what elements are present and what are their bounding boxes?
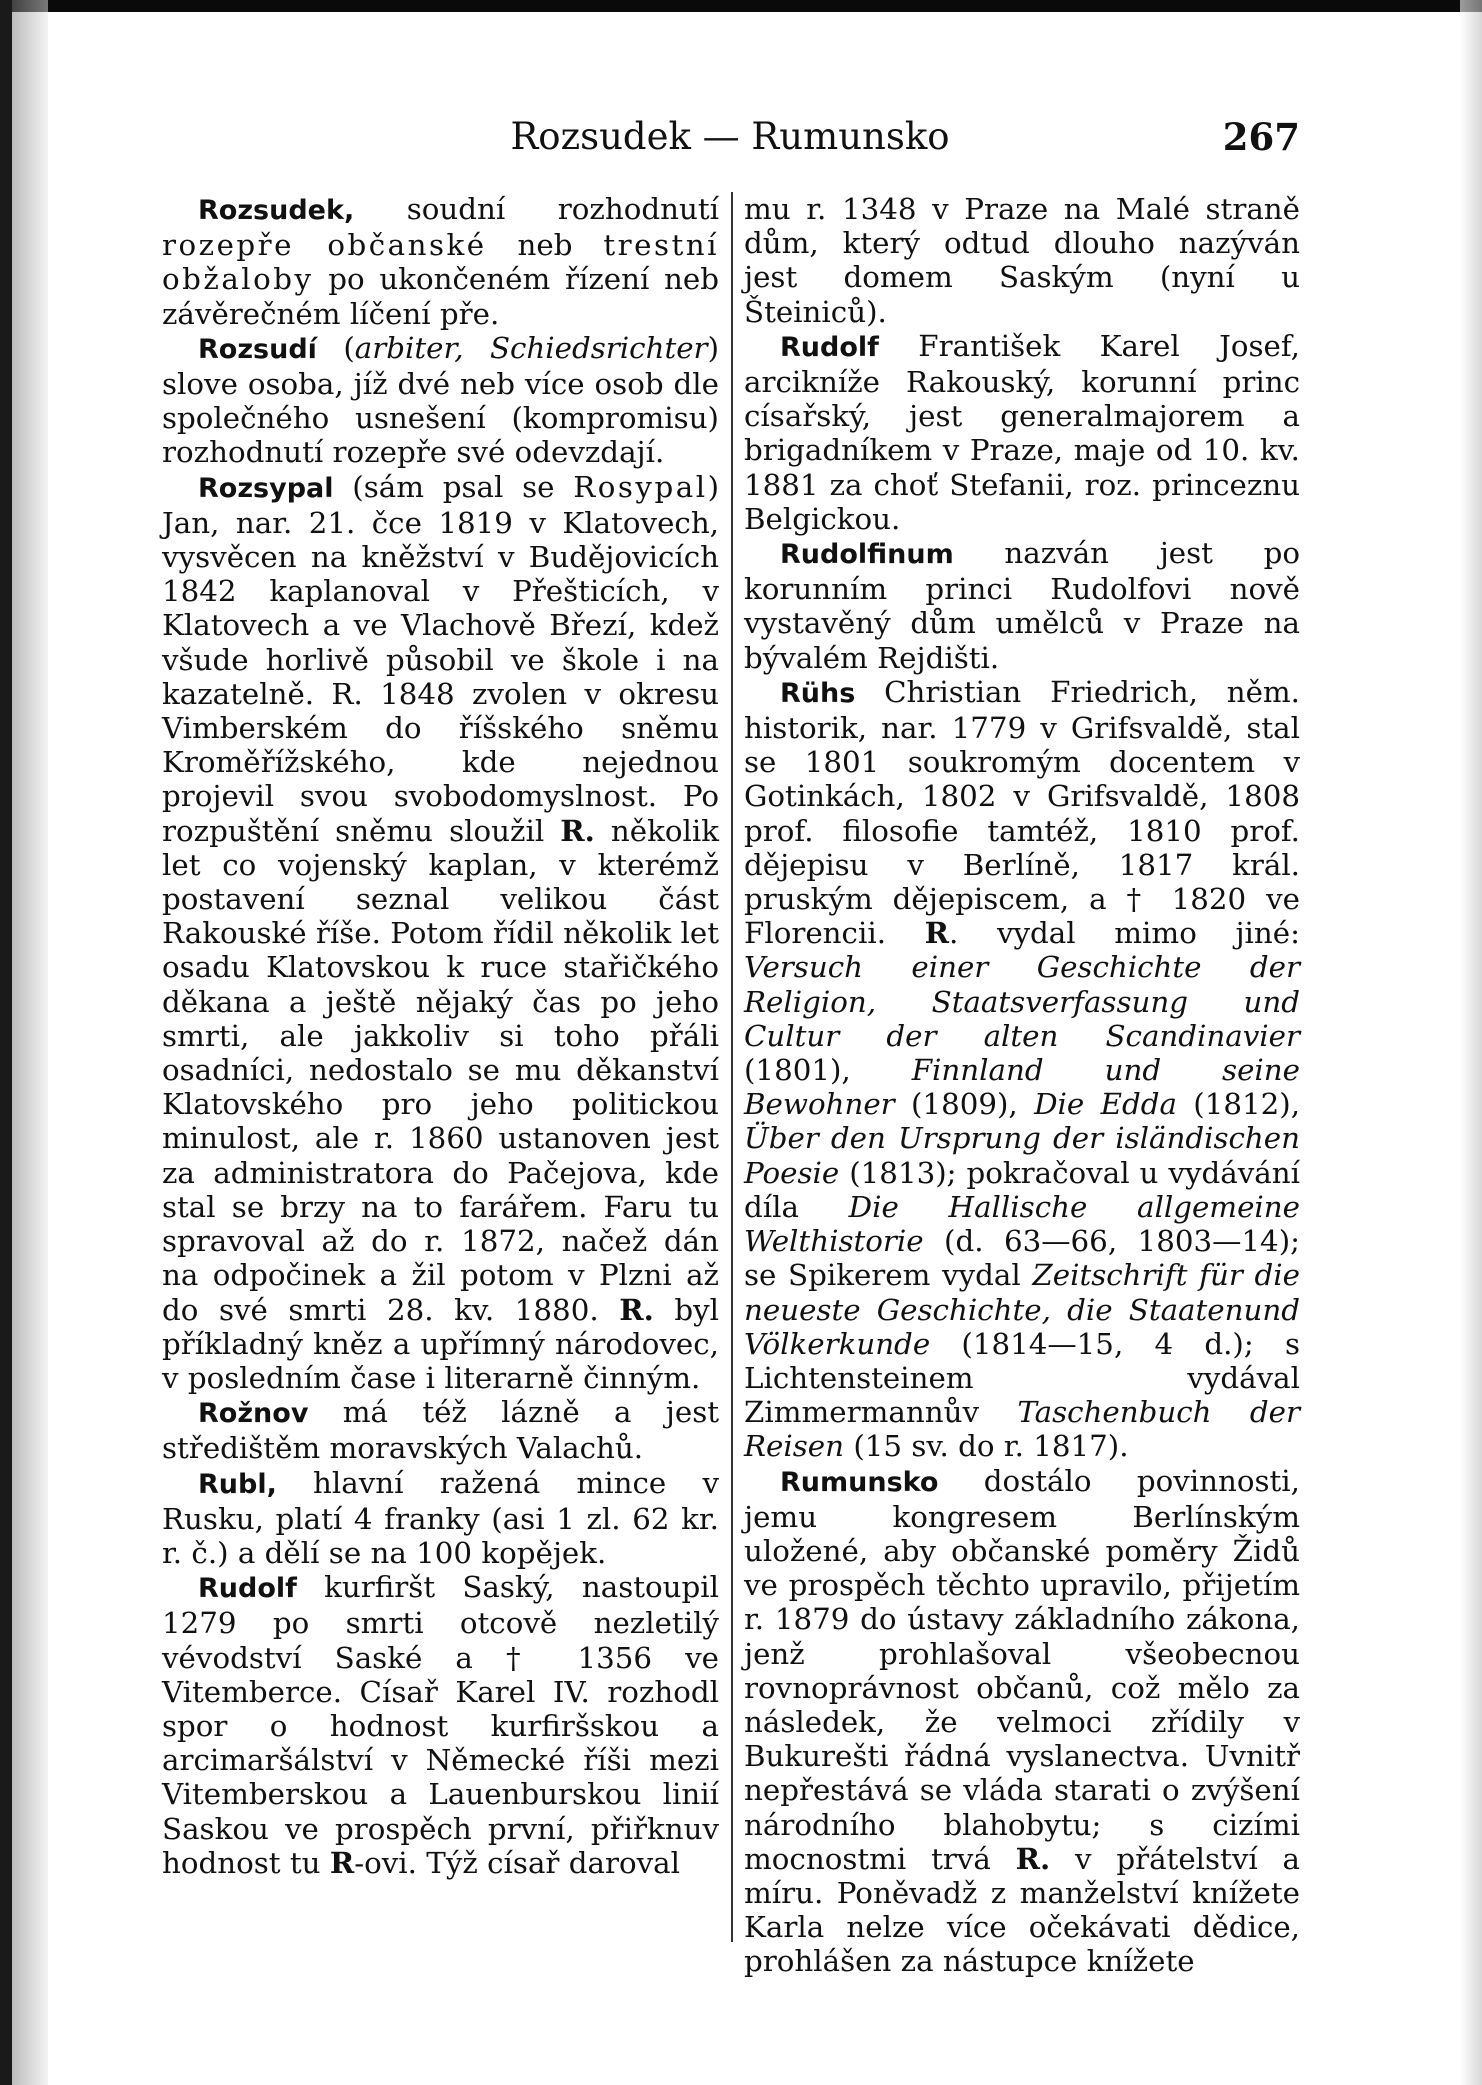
entry-text-spaced: trestní obžaloby	[162, 228, 719, 297]
entry-text: (	[316, 330, 355, 365]
entry-text: (1812),	[1176, 1087, 1301, 1122]
page-header	[160, 112, 1300, 162]
entry-term: Rozsypal	[198, 472, 334, 504]
entry-text-italic: Die Hallische allgemeine Welthistorie	[744, 1189, 1300, 1259]
entry-term: Rozsudí	[198, 333, 317, 365]
entry-term: Rubl,	[198, 1468, 277, 1500]
entry-text-italic: Zeitschrift für die neueste Geschichte, die Staatenund Völkerkunde	[744, 1258, 1300, 1361]
scan-left-edge	[0, 0, 12, 2085]
entry-text-italic: Taschenbuch der Reisen	[744, 1395, 1300, 1464]
entry-text-italic: Die Edda	[1034, 1087, 1177, 1122]
entry-text: (sám psal se	[333, 469, 574, 504]
entry-term: Rozsudek,	[198, 195, 355, 226]
running-head: Rozsudek — Rumunsko	[510, 115, 950, 158]
entry-text: -ovi. Týž císař daroval	[354, 1845, 680, 1880]
entry-text: kurfiršt Saský, nastoupil 1279 po smrti otcově nezletilý vévodství Saské a † 1356 ve Vitemberce. Císař Karel IV. rozhodl spor o hodnost kurfiršskou a arcimaršálství v Německé říši mezi Vitemberskou a Lauenburskou linií Saskou ve prospěch první, přiřknuv hodnost tu	[162, 1570, 719, 1880]
entry-text: několik let co vojenský kaplan, v kterémž postavení seznal velikou část Rakouské říše. Potom řídil několik let osadu Klatovskou k ruce stařičkého děkana a ještě nějaký čas po jeho smrti, ale jakkoliv si toho přáli osadníci, nedostalo se mu děkanství Klatovského pro jeho politickou minulost, ale r. 1860 ustanoven jest za administratora do Pačejova, kde stal se brzy na to farářem. Faru tu spravoval až do r. 1872, načež dán na odpočinek a žil potom v Plzni až do své smrti 28. kv. 1880.	[162, 813, 720, 1327]
column-divider	[731, 192, 733, 1942]
entry-text: . vydal mimo jiné:	[949, 916, 1300, 951]
entry-abbrev: R.	[1015, 1840, 1051, 1876]
entry-term: Rudolf	[198, 1573, 297, 1605]
entry-abbrev: R	[329, 1844, 355, 1880]
entry-text-italic: Versuch einer Geschichte der Religion, Staatsverfassung und Cultur der alten Scandinavier	[744, 950, 1300, 1053]
entry-text: ) Jan, nar. 21. čce 1819 v Klatovech, vysvěcen na kněžství v Budějovicích 1842 kaplanoval v Přešticích, v Klatovech a ve Vlachově Březí, kdež všude horlivě působil ve škole i na kazatelně. R. 1848 zvolen v okresu Vimberském do říšského sněmu Kroměřížského, kde nejednou projevil svou svobodomyslnost. Po rozpuštění sněmu sloužil	[162, 469, 719, 848]
entry-text: má též lázně a jest středištěm moravských Valachů.	[162, 1395, 719, 1466]
entry-text: po ukončeném řízení neb závěrečném líčení pře.	[162, 262, 719, 331]
entry-ruhs	[744, 675, 1300, 1464]
entry-text-italic: Finnland und seine Bewohner	[744, 1053, 1300, 1122]
entry-text: nazván jest po korunním princi Rudolfovi nově vystavěný dům umělců v Praze na bývalém Rejdišti.	[744, 536, 1300, 675]
entry-term: Rühs	[780, 677, 856, 709]
entry-text: dostálo povinnosti, jemu kongresem Berlínským uložené, aby občanské poměry Židů ve prospěch těchto upravilo, přijetím r. 1879 do ústavy základního zákona, jenž prohlašoval všeobecnou rovnoprávnost občanů, což mělo za následek, že velmoci zřídily v Bukurešti řádná vyslanectva. Uvnitř nepřestává se vláda starati o zvýšení národního blahobytu; s cizími mocnostmi trvá	[744, 1463, 1300, 1876]
entry-term: Rudolfinum	[780, 539, 954, 571]
entry-text: (1801),	[744, 1053, 912, 1088]
entry-text: byl příkladný kněz a upřímný národovec, v posledním čase i literarně činným.	[162, 1292, 719, 1395]
entry-abbrev: R.	[619, 1291, 654, 1327]
entry-text: (15 sv. do r. 1817).	[844, 1429, 1129, 1464]
page-number: 267	[1222, 115, 1300, 159]
entry-text: Christian Friedrich, něm. historik, nar. 1779 v Grifsvaldě, stal se 1801 soukromým docentem v Gotinkách, 1802 v Grifsvaldě, 1808 prof. filosofie tamtéž, 1810 prof. dějepisu v Berlíně, 1817 král. pruským dějepiscem, a † 1820 ve Florencii.	[744, 674, 1300, 951]
entry-text: (1814—15, 4 d.); s Lichtensteinem vydával Zimmermannův	[744, 1326, 1300, 1430]
entry-text: soudní rozhodnutí	[354, 192, 719, 226]
entry-rozsypal	[162, 470, 719, 1395]
entry-text-italic: arbiter, Schiedsrichter	[354, 330, 708, 365]
entry-text: ) slove osoba, jíž dvé neb více osob dle společného usnešení (kompromisu) rozhodnutí rozepře své odevzdají.	[162, 330, 719, 470]
entry-rudolf-sasky	[162, 1570, 719, 1880]
entry-text: (d. 63—66, 1803—14); se Spikerem vydal	[744, 1224, 1300, 1293]
entry-continuation	[744, 192, 1300, 329]
entry-text: hlavní ražená mince v Rusku, platí 4 franky (asi 1 zl. 62 kr. r. č.) a dělí se na 100 kopějek.	[162, 1465, 719, 1570]
entry-rumunsko	[744, 1464, 1300, 1979]
entry-text: (1813); pokračoval u vydávání díla	[744, 1155, 1300, 1224]
entry-rubl	[162, 1466, 719, 1571]
entry-text-spaced: Rosypal	[573, 469, 708, 504]
entry-text: neb	[486, 228, 604, 263]
entry-rudolfinum	[744, 536, 1300, 675]
entry-roznov	[162, 1395, 719, 1465]
entry-rozsudi	[162, 331, 719, 470]
entry-text-italic: Über den Ursprung der isländischen Poesie	[744, 1121, 1300, 1190]
scan-top-edge	[0, 0, 1482, 12]
entry-text: František Karel Josef, arcikníže Rakouský, korunní princ císařský, jest generalmajorem a brigadníkem v Praze, maje od 10. kv. 1881 za choť Stefanii, roz. princeznu Belgickou.	[744, 328, 1300, 536]
scan-right-shadow	[1460, 0, 1482, 2085]
scan-left-shadow	[12, 0, 48, 2085]
entry-text: mu r. 1348 v Praze na Malé straně dům, který odtud dlouho nazýván jest domem Saským (nyní u Šteiniců).	[744, 192, 1300, 329]
entry-term: Rudolf	[780, 331, 879, 363]
entry-abbrev: R	[924, 915, 949, 951]
entry-rudolf-korunni	[744, 329, 1300, 536]
entry-term: Rumunsko	[780, 1466, 939, 1498]
right-column	[744, 192, 1300, 2032]
entry-text: (1809),	[894, 1087, 1035, 1122]
entry-text-spaced: rozepře občanské	[162, 228, 487, 263]
entry-rozsudek	[162, 192, 719, 331]
entry-term: Rožnov	[198, 1398, 309, 1430]
left-column	[162, 192, 719, 2032]
entry-abbrev: R.	[560, 812, 595, 848]
entry-text: v přátelství a míru. Poněvadž z manželství knížete Karla nelze více očekávati dědice, prohlášen za nástupce knížete	[744, 1841, 1300, 1979]
